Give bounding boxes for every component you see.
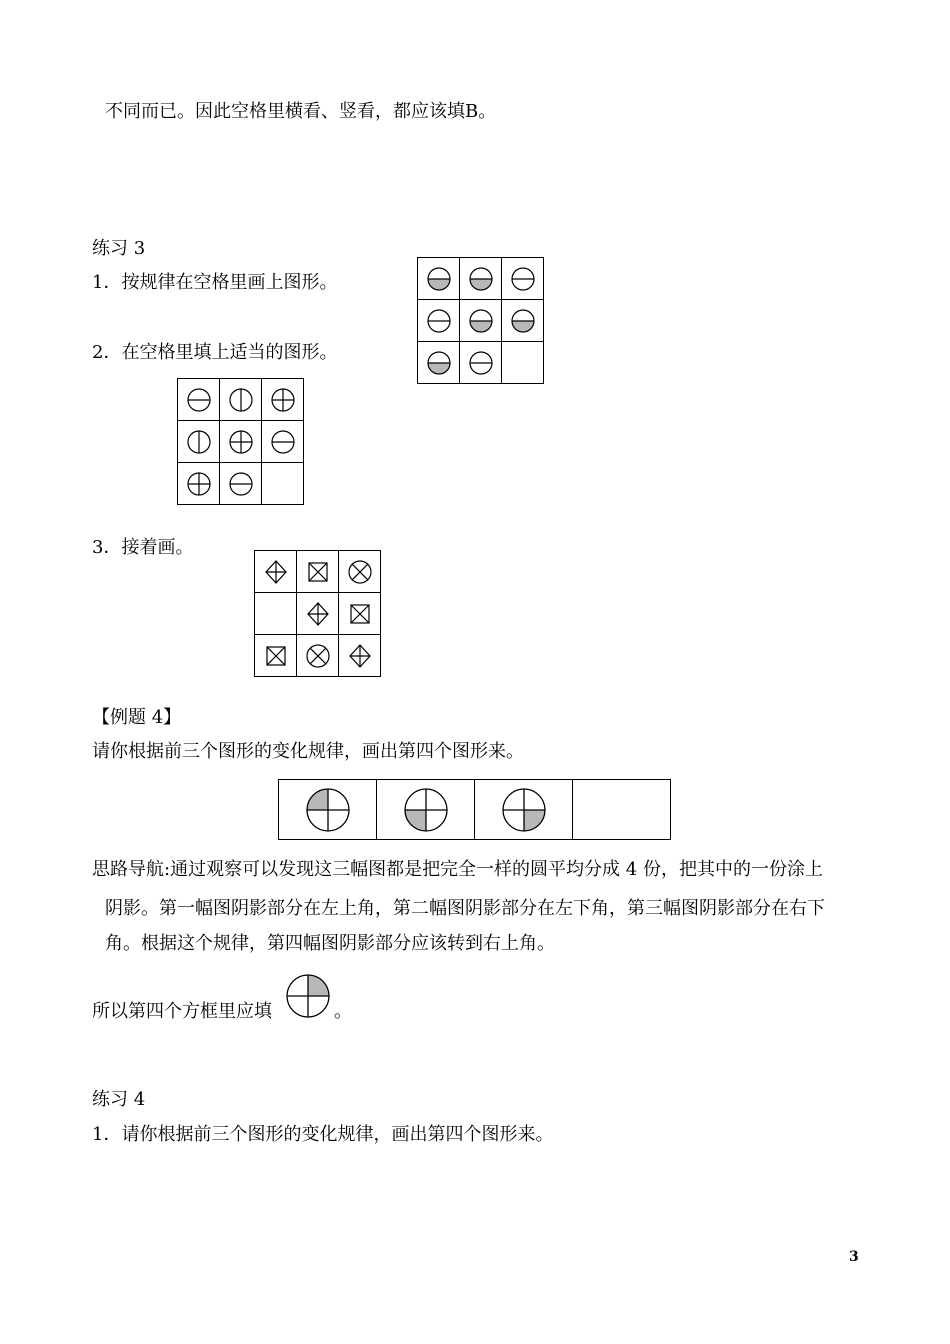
diamond-cross-icon — [347, 643, 373, 669]
square-x-icon — [347, 601, 373, 627]
circle-vertical-line-icon — [186, 429, 212, 455]
sequence-cell — [279, 780, 377, 840]
practice4-q1: 1．请你根据前三个图形的变化规律，画出第四个图形来。 — [92, 1124, 554, 1145]
grid2-cell — [178, 421, 220, 463]
circle-horizontal-line-icon — [468, 350, 494, 376]
circle-bottom-half-shaded-icon — [468, 266, 494, 292]
grid3-cell — [255, 551, 297, 593]
quarter-bottom-left-shaded-icon — [403, 787, 449, 833]
quarter-top-left-shaded-icon — [305, 787, 351, 833]
page-number: 3 — [849, 1249, 859, 1265]
analysis-line-2: 阴影。第一幅图阴影部分在左上角，第二幅图阴影部分在左下角，第三幅图阴影部分在右下 — [105, 898, 825, 919]
grid2-blank-cell[interactable] — [262, 463, 304, 505]
circle-x-icon — [347, 559, 373, 585]
grid3-cell — [255, 635, 297, 677]
sequence-cell — [377, 780, 475, 840]
circle-bottom-half-shaded-icon — [426, 266, 452, 292]
grid2-cell — [220, 421, 262, 463]
square-x-icon — [305, 559, 331, 585]
answer-quarter-top-right-shaded-icon — [284, 972, 332, 1020]
grid3-blank-cell[interactable] — [255, 593, 297, 635]
grid1-cell — [418, 342, 460, 384]
grid3-cell — [339, 593, 381, 635]
grid1-cell — [460, 300, 502, 342]
circle-vertical-line-icon — [228, 387, 254, 413]
analysis-line-1: 思路导航:通过观察可以发现这三幅图都是把完全一样的圆平均分成 4 份，把其中的一份涂上 — [92, 859, 823, 880]
diamond-cross-icon — [305, 601, 331, 627]
sequence-blank-cell[interactable] — [573, 780, 671, 840]
intro-line: 不同而已。因此空格里横看、竖看，都应该填B。 — [105, 101, 497, 122]
grid3-cell — [297, 551, 339, 593]
grid1-cell — [418, 300, 460, 342]
circle-cross-icon — [270, 387, 296, 413]
grid2-cell — [178, 463, 220, 505]
pattern-grid-1 — [417, 257, 544, 384]
analysis-line-3: 角。根据这个规律，第四幅图阴影部分应该转到右上角。 — [105, 933, 555, 954]
answer-end-mark: 。 — [334, 1001, 352, 1022]
circle-cross-icon — [228, 429, 254, 455]
grid1-blank-cell[interactable] — [502, 342, 544, 384]
example4-prompt: 请你根据前三个图形的变化规律，画出第四个图形来。 — [92, 741, 524, 762]
circle-bottom-half-shaded-icon — [510, 308, 536, 334]
practice3-q3: 3．接着画。 — [92, 537, 194, 558]
grid2-cell — [178, 379, 220, 421]
practice4-title: 练习 4 — [92, 1089, 146, 1110]
grid3-cell — [339, 635, 381, 677]
circle-horizontal-line-icon — [186, 387, 212, 413]
grid1-cell — [502, 258, 544, 300]
circle-bottom-half-shaded-icon — [426, 350, 452, 376]
grid1-cell — [418, 258, 460, 300]
grid2-cell — [262, 379, 304, 421]
grid3-cell — [297, 593, 339, 635]
answer-text: 所以第四个方框里应填 — [92, 1001, 272, 1022]
pattern-grid-3 — [254, 550, 381, 677]
grid2-cell — [262, 421, 304, 463]
practice3-title: 练习 3 — [92, 238, 146, 259]
diamond-cross-icon — [263, 559, 289, 585]
circle-horizontal-line-icon — [510, 266, 536, 292]
circle-horizontal-line-icon — [228, 471, 254, 497]
example4-sequence — [278, 779, 671, 840]
circle-horizontal-line-icon — [426, 308, 452, 334]
circle-cross-icon — [186, 471, 212, 497]
example4-title: 【例题 4】 — [92, 707, 182, 728]
grid1-cell — [502, 300, 544, 342]
grid1-cell — [460, 258, 502, 300]
grid2-cell — [220, 463, 262, 505]
grid2-cell — [220, 379, 262, 421]
grid3-cell — [339, 551, 381, 593]
grid1-cell — [460, 342, 502, 384]
circle-bottom-half-shaded-icon — [468, 308, 494, 334]
quarter-bottom-right-shaded-icon — [501, 787, 547, 833]
practice3-q2: 2．在空格里填上适当的图形。 — [92, 342, 338, 363]
pattern-grid-2 — [177, 378, 304, 505]
circle-horizontal-line-icon — [270, 429, 296, 455]
sequence-cell — [475, 780, 573, 840]
square-x-icon — [263, 643, 289, 669]
grid3-cell — [297, 635, 339, 677]
practice3-q1: 1．按规律在空格里画上图形。 — [92, 272, 338, 293]
circle-x-icon — [305, 643, 331, 669]
